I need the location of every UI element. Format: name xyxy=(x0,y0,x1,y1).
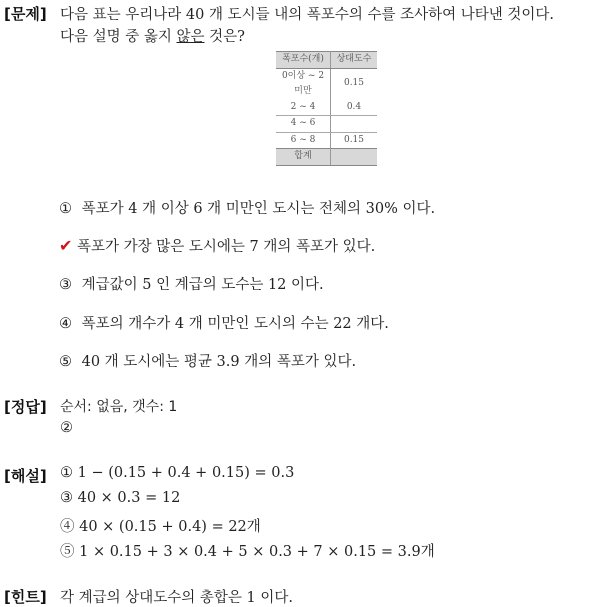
choice-2-correct xyxy=(59,235,375,256)
problem-statement-line2 xyxy=(60,25,245,46)
checkmark-icon: ✔ xyxy=(59,236,73,255)
table-row xyxy=(276,132,377,149)
answer-value: ② xyxy=(60,420,73,436)
underlined-word: 않은 xyxy=(176,29,205,45)
choice-marker: ① xyxy=(59,201,72,217)
class-interval: 0이상 ~ 2미만 xyxy=(276,68,331,100)
choice-3 xyxy=(59,273,324,294)
relative-frequency: 0.15 xyxy=(343,78,365,89)
explanation-line-4: ⑤ 1 × 0.15 + 3 × 0.4 + 5 × 0.3 + 7 × 0.15 = 3.9개 xyxy=(60,544,435,560)
relative-frequency xyxy=(331,116,378,133)
class-interval: 6 ~ 8 xyxy=(276,132,331,149)
explanation-line-3: ④ 40 × (0.15 + 0.4) = 22개 xyxy=(60,519,261,535)
class-interval: 4 ~ 6 xyxy=(276,116,331,133)
choice-4 xyxy=(59,312,389,333)
hint-text: 각 계급의 상대도수의 총합은 1 이다. xyxy=(60,590,293,606)
table-header-row xyxy=(276,52,377,69)
class-interval: 2 ~ 4 xyxy=(276,100,331,116)
choice-marker: ④ xyxy=(59,316,72,332)
choice-text: 계급값이 5 인 계급의 도수는 12 이다. xyxy=(81,277,324,293)
line2-after: 것은? xyxy=(204,29,245,45)
table-row xyxy=(276,116,377,133)
header-relative-frequency: 상대도수 xyxy=(331,52,378,69)
choice-1 xyxy=(59,197,435,218)
total-value xyxy=(331,149,378,166)
problem-statement-line1: 다음 표는 우리나라 40 개 도시들 내의 폭포수의 수를 조사하여 나타낸 것이다. xyxy=(60,7,554,23)
relative-frequency: 0.15 xyxy=(343,134,365,145)
problem-tag: [문제] xyxy=(4,5,47,23)
choice-5 xyxy=(59,350,356,371)
table-total-row xyxy=(276,149,377,166)
choice-marker: ⑤ xyxy=(59,354,72,370)
header-waterfalls: 폭포수(개) xyxy=(276,52,331,69)
choice-marker: ③ xyxy=(59,277,72,293)
explanation-line-2: ③ 40 × 0.3 = 12 xyxy=(60,490,181,506)
relative-frequency-table xyxy=(276,51,377,166)
answer-meta: 순서: 없음, 갯수: 1 xyxy=(60,399,178,415)
hint-tag: [힌트] xyxy=(4,588,47,606)
choice-text: 폭포가 4 개 이상 6 개 미만인 도시는 전체의 30% 이다. xyxy=(81,201,436,217)
choice-text: 폭포가 가장 많은 도시에는 7 개의 폭포가 있다. xyxy=(77,239,376,255)
answer-tag: [정답] xyxy=(4,398,47,416)
explanation-tag: [해설] xyxy=(4,467,47,485)
table-row xyxy=(276,68,377,100)
choice-text: 40 개 도시에는 평균 3.9 개의 폭포가 있다. xyxy=(81,354,357,370)
relative-frequency: 0.4 xyxy=(331,100,378,116)
total-label: 합계 xyxy=(276,149,331,166)
explanation-line-1: ① 1 − (0.15 + 0.4 + 0.15) = 0.3 xyxy=(60,465,295,481)
table-row xyxy=(276,100,377,116)
line2-before: 다음 설명 중 옳지 xyxy=(60,29,177,45)
choice-text: 폭포의 개수가 4 개 미만인 도시의 수는 22 개다. xyxy=(81,316,389,332)
